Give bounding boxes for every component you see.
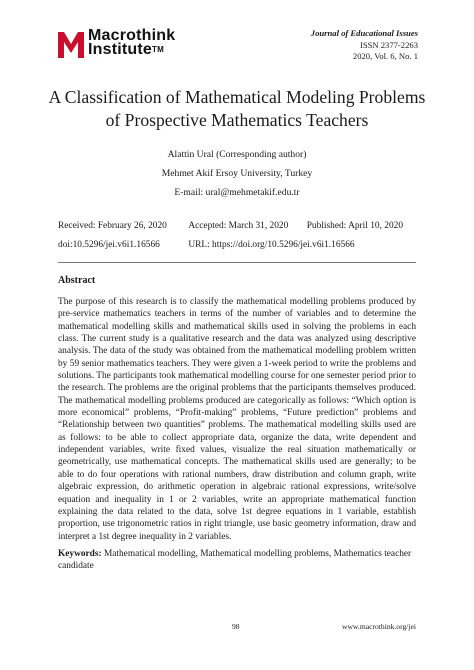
keywords-text: Mathematical modelling, Mathematical modelling problems, Mathematics teacher candidate	[58, 549, 412, 572]
accepted-date: Accepted: March 31, 2020	[188, 221, 289, 231]
author-name: Alattin Ural (Corresponding author)	[167, 149, 307, 160]
page-number: 98	[232, 622, 240, 631]
author-email: E-mail: ural@mehmetakif.edu.tr	[174, 187, 300, 198]
journal-info	[311, 28, 418, 63]
journal-issue: 2020, Vol. 6, No. 1	[352, 51, 418, 61]
abstract-body: The purpose of this research is to classify the mathematical modelling problems produced by pre-service mathematics teachers in terms of the number of variables and to determine the mathematical modelling skills and mathematical skills used in solving the problems in each class. The current study is a qualitative research and the data was analyzed using descriptive analysis. The data of the study was obtained from the mathematical modelling problem written by 59 senior mathematics teachers. They were given a 1-week period to write the problems and solutions. The participants took mathematical modelling course for one semester period prior to the research. The problems are the original problems that the participants themselves produced. The mathematical modelling problems produced are categorically as follows: “Which option is more economical” problems, “Profit-making” problems, “Future prediction” problems and “Relationship between two quantities” problems. The mathematical modelling skills used are as follows: to be able to collect appropriate data, organize the data, write dependent and independent variables, write fixed values, visualize the real situation mathematically or geometrically, use mathematical concepts. The mathematical skills used are generally; to be able to do four operations with rational numbers, draw distribution and column graph, write algebraic expression, do arithmetic operation in algebraic rational expressions, write/solve equation and inequality in 1 or 2 variables, write an appropriate mathematical function explaining the data related to the data, solve 1st degree equations in 1 variable, establish proportion, use trigonometric ratios in right triangle, use basic geometry information, draw and interpret a 1st degree inequality in 2 variables.	[58, 297, 416, 542]
section-divider	[58, 262, 416, 263]
publication-meta	[58, 217, 403, 255]
author-affiliation: Mehmet Akif Ersoy University, Turkey	[161, 168, 313, 179]
paper-title: A Classification of Mathematical Modeling Problems of Prospective Mathematics Teachers	[48, 87, 426, 130]
publisher-name-line2: Institute	[88, 41, 153, 58]
published-date: Published: April 10, 2020	[306, 221, 404, 231]
publisher-logo	[58, 28, 175, 58]
abstract-heading: Abstract	[58, 275, 96, 286]
doi-url-link[interactable]: URL: https://doi.org/10.5296/jei.v6i1.16566	[188, 240, 355, 250]
publisher-name-line1: Macrothink	[88, 27, 176, 44]
doi: doi:10.5296/jei.v6i1.16566	[58, 240, 160, 250]
author-block	[40, 145, 434, 202]
keywords	[58, 548, 416, 573]
keywords-label: Keywords:	[58, 549, 102, 559]
journal-name: Journal of Educational Issues	[310, 28, 418, 38]
journal-issn: ISSN 2377-2263	[359, 39, 418, 50]
footer-url-link[interactable]: www.macrothink.org/jei	[341, 622, 416, 631]
received-date: Received: February 26, 2020	[58, 221, 167, 231]
publisher-name	[88, 29, 175, 57]
trademark-mark: TM	[152, 45, 164, 54]
macrothink-logo-icon	[58, 28, 84, 58]
